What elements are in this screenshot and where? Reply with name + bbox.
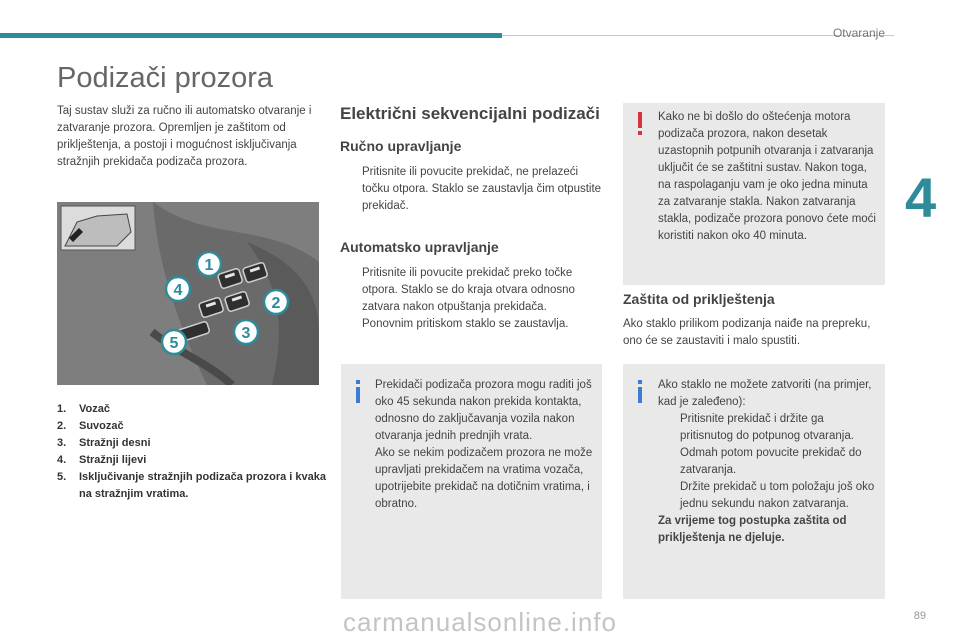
- anti-pinch-warning-note: Za vrijeme tog postupka zaštita od priklještenja ne djeluje.: [658, 515, 847, 544]
- figure-legend: [57, 401, 327, 503]
- legend-text: Stražnji lijevi: [79, 454, 147, 466]
- callout-label: 5: [169, 335, 179, 352]
- bullet-text: Odmah potom povucite prekidač do zatvaranja.: [680, 447, 862, 476]
- reset-bullet: [658, 411, 880, 445]
- anti-pinch-box-text: [658, 377, 880, 547]
- electric-windows-column: [340, 103, 602, 333]
- intro-text: Taj sustav služi za ručno ili automatsko otvaranje i zatvaranje prozora. Opremljen je zaštitom od priklještenja, a postoji i mogućnost isključivanja stražnjih prekidača podizača prozora.: [57, 105, 312, 168]
- watermark: carmanualsonline.info: [343, 607, 617, 637]
- bullet-icon: [340, 265, 362, 316]
- legend-number: 1.: [57, 403, 67, 415]
- anti-pinch-section: [623, 290, 885, 350]
- legend-text: Suvozač: [79, 420, 124, 432]
- header-accent-bar: [0, 33, 502, 38]
- info-paragraph: Ako se nekim podizačem prozora ne može upravljati prekidačem na vratima vozača, upotrijebite prekidač na dotičnim vratima, i obratno.: [375, 447, 593, 510]
- legend-number: 2.: [57, 420, 67, 432]
- anti-pinch-heading: Zaštita od priklještenja: [623, 291, 775, 307]
- bullet-icon: [658, 479, 680, 513]
- info-icon: [638, 387, 642, 403]
- legend-item: [57, 452, 327, 469]
- warning-text: Kako ne bi došlo do oštećenja motora podizača prozora, nakon desetak uzastopnih potpunih otvaranja i zatvaranja uključit će se zaštitni sustav. Nakon toga, na raspolaganju vam je oko jedna minuta za zatvaranje stakla. Nakon zatvaranja stakla, podizače prozora ponovo ćete moći koristiti nakon oko 40 minuta.: [658, 111, 876, 242]
- legend-item: [57, 435, 327, 452]
- callout-label: 3: [241, 325, 251, 342]
- bullet-icon: [658, 445, 680, 479]
- info-box-timeout: [341, 364, 602, 599]
- bullet-icon: [340, 164, 362, 215]
- warning-icon: [638, 112, 642, 128]
- reset-bullet: [658, 445, 880, 479]
- auto-control-heading: Automatsko upravljanje: [340, 239, 499, 255]
- anti-pinch-text: Ako staklo prilikom podizanja naiđe na prepreku, ono će se zaustaviti i malo spustiti.: [623, 318, 871, 347]
- legend-item: [57, 418, 327, 435]
- manual-bullet: [340, 164, 602, 215]
- chapter-number: 4: [905, 166, 937, 229]
- legend-number: 5.: [57, 471, 67, 483]
- bullet-icon: [340, 316, 362, 333]
- bullet-text: Držite prekidač u tom položaju još oko jednu sekundu nakon zatvaranja.: [680, 481, 875, 510]
- page-title: Podizači prozora: [57, 62, 273, 94]
- info-paragraph: Prekidači podizača prozora mogu raditi još oko 45 sekunda nakon prekida kontakta, odnosno do zaključavanja vozila nakon otvaranja jednih prednjih vrata.: [375, 379, 592, 442]
- legend-item: [57, 469, 327, 503]
- door-panel-drawing: [57, 202, 319, 385]
- window-switch-illustration: [57, 202, 319, 385]
- page-number: 89: [913, 610, 926, 622]
- callout-label: 4: [173, 282, 183, 299]
- legend-text: Stražnji desni: [79, 437, 151, 449]
- bullet-text: Pritisnite prekidač i držite ga pritisnutog do potpunog otvaranja.: [680, 413, 854, 442]
- anti-pinch-box-intro: Ako staklo ne možete zatvoriti (na primjer, kad je zaleđeno):: [658, 379, 872, 408]
- warning-box-motor: [623, 103, 885, 285]
- info-icon: [356, 387, 360, 403]
- bullet-text: Pritisnite ili povucite prekidač, ne prelazeći točku otpora. Staklo se zaustavlja čim otpustite prekidač.: [362, 166, 602, 212]
- legend-number: 3.: [57, 437, 67, 449]
- callout-label: 1: [204, 257, 214, 274]
- info-box-anti-pinch: [623, 364, 885, 599]
- electric-section-heading: Električni sekvencijalni podizači: [340, 104, 600, 123]
- legend-text: Isključivanje stražnjih podizača prozora i kvaka na stražnjim vratima.: [79, 471, 326, 500]
- info-box-text: [375, 377, 593, 513]
- bullet-icon: [658, 411, 680, 445]
- bullet-text: Ponovnim pritiskom staklo se zaustavlja.: [362, 318, 569, 330]
- manual-control-heading: Ručno upravljanje: [340, 138, 462, 154]
- callout-label: 2: [271, 295, 281, 312]
- bullet-text: Pritisnite ili povucite prekidač preko točke otpora. Staklo se do kraja otvara odnosno zatvara nakon otpuštanja prekidača.: [362, 267, 575, 313]
- auto-bullet: [340, 265, 602, 316]
- section-title: Otvaranje: [832, 26, 885, 40]
- legend-text: Vozač: [79, 403, 110, 415]
- legend-number: 4.: [57, 454, 67, 466]
- intro-column: [57, 103, 319, 171]
- auto-bullet: [340, 316, 602, 333]
- reset-bullet: [658, 479, 880, 513]
- legend-item: [57, 401, 327, 418]
